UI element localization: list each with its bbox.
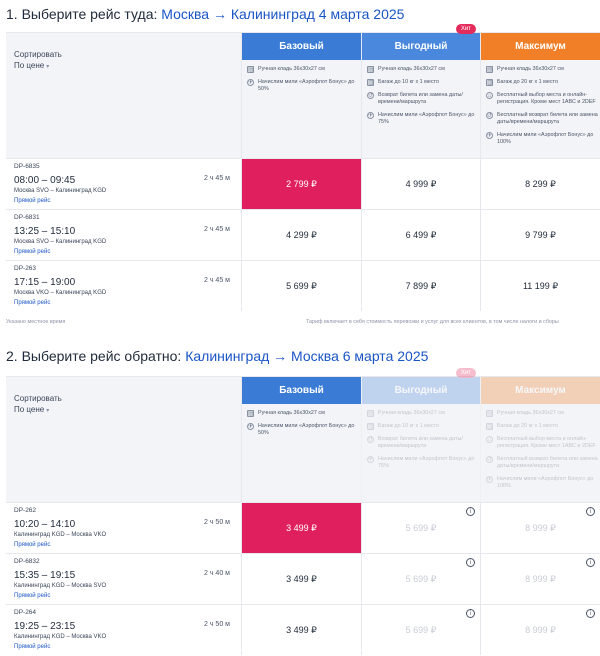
flight-route: Калининград KGD – Москва VKO — [14, 634, 107, 640]
fare-column-profitable[interactable] — [361, 26, 480, 159]
feature-item — [367, 456, 480, 470]
price-cell-profitable[interactable] — [361, 503, 480, 553]
flight-code: DP-6831 — [14, 214, 40, 221]
hand-luggage-icon: ▤ — [487, 67, 493, 73]
feature-text: Начислим мили «Аэрофлот Бонус» до 100% — [497, 132, 594, 145]
direct-flight-link[interactable]: Прямой рейс — [14, 593, 51, 599]
fare-column-basic[interactable] — [241, 377, 361, 503]
feature-item — [367, 112, 480, 126]
feature-item — [486, 66, 600, 73]
sort-label: Сортировать — [14, 50, 62, 59]
flight-code: DP-264 — [14, 609, 37, 616]
feature-text: Багаж до 10 кг x 1 место — [378, 79, 439, 85]
outbound-route-link[interactable]: Москва → Калининград 4 марта 2025 — [161, 6, 405, 22]
price-cell-maximum[interactable] — [480, 503, 600, 553]
sort-control[interactable] — [14, 49, 62, 73]
fare-column-profitable — [361, 370, 480, 503]
direct-flight-link[interactable]: Прямой рейс — [14, 644, 51, 650]
price-cell-basic[interactable]: 2 799 ₽ — [241, 159, 361, 209]
feature-text: Ручная кладь 36x30x27 см — [497, 66, 564, 72]
return-title — [6, 348, 428, 364]
price-value: 8 999 ₽ — [525, 522, 556, 533]
direct-flight-link[interactable]: Прямой рейс — [14, 198, 51, 204]
flight-time: 10:20 – 14:10 — [14, 519, 76, 530]
feature-text: Начислим мили «Аэрофлот Бонус» до 75% — [378, 456, 475, 469]
hand-luggage-icon: ▤ — [368, 411, 374, 417]
flight-duration: 2 ч 40 м — [204, 570, 230, 577]
feature-text: Начислим мили «Аэрофлот Бонус» до 50% — [258, 79, 355, 92]
hand-luggage-icon: ▤ — [248, 411, 254, 417]
feature-text: Ручная кладь 36x30x27 см — [258, 410, 325, 416]
hand-luggage-icon: ▤ — [368, 67, 374, 73]
feature-text: Бесплатный выбор места и онлайн-регистрация. Кроме мест 1ABC и 2DEF — [497, 92, 596, 105]
price-value: 8 999 ₽ — [525, 573, 556, 584]
flight-route: Москва SVO – Калининград KGD — [14, 188, 107, 194]
price-value: 8 999 ₽ — [525, 624, 556, 635]
flight-route: Калининград KGD – Москва VKO — [14, 532, 107, 538]
price-value: 5 699 ₽ — [405, 522, 437, 533]
feature-item — [247, 423, 361, 437]
feature-text: Багаж до 10 кг x 1 место — [378, 423, 439, 429]
price-cell-profitable[interactable] — [361, 554, 480, 604]
bonus-miles-icon: ✈ — [248, 80, 254, 86]
hand-luggage-icon: ▤ — [487, 411, 493, 417]
feature-item — [486, 79, 600, 86]
feature-item — [486, 132, 600, 146]
fare-column-basic[interactable] — [241, 33, 361, 159]
price-cell-maximum[interactable]: 8 299 ₽ — [480, 159, 600, 209]
price-cell-profitable[interactable]: 7 899 ₽ — [361, 261, 480, 311]
refund-icon: ↺ — [368, 437, 374, 443]
fare-name: Максимум — [481, 33, 600, 60]
feature-item — [367, 436, 480, 450]
feature-item — [486, 476, 600, 490]
bonus-miles-icon: ✈ — [248, 424, 254, 430]
feature-item — [486, 410, 600, 417]
flight-code: DP-262 — [14, 507, 37, 514]
feature-item — [247, 410, 361, 417]
flight-row — [6, 158, 600, 209]
return-route-link[interactable]: Калининград → Москва 6 марта 2025 — [185, 348, 429, 364]
info-icon[interactable]: i — [466, 507, 475, 516]
feature-item — [367, 423, 480, 430]
return-fare-table — [6, 370, 600, 655]
flight-route: Москва SVO – Калининград KGD — [14, 239, 107, 245]
baggage-icon: ▥ — [487, 424, 493, 430]
fare-name: Выгодный — [362, 377, 480, 404]
fare-column-maximum[interactable] — [480, 33, 600, 159]
outbound-title — [6, 6, 404, 22]
flight-duration: 2 ч 45 м — [204, 175, 230, 182]
feature-text: Возврат билета или замена даты/времени/маршрута — [378, 436, 463, 449]
flight-duration: 2 ч 50 м — [204, 519, 230, 526]
flight-route: Москва VKO – Калининград KGD — [14, 290, 107, 296]
feature-item — [486, 423, 600, 430]
price-value: 5 699 ₽ — [405, 624, 437, 635]
flight-row — [6, 209, 600, 260]
feature-text: Бесплатный возврат билета или замена даты/времени/маршрута — [497, 112, 598, 125]
fare-name: Базовый — [242, 377, 361, 404]
direct-flight-link[interactable]: Прямой рейс — [14, 249, 51, 255]
feature-item — [367, 410, 480, 417]
feature-item — [367, 79, 480, 86]
flight-code: DP-6835 — [14, 163, 40, 170]
return-fare-header — [6, 370, 600, 502]
flight-row — [6, 604, 600, 655]
price-cell-basic[interactable]: 3 499 ₽ — [241, 605, 361, 655]
info-icon[interactable]: i — [466, 609, 475, 618]
hit-badge: Хит — [456, 24, 476, 34]
fare-name: Базовый — [242, 33, 361, 60]
flight-duration: 2 ч 50 м — [204, 621, 230, 628]
hand-luggage-icon: ▤ — [248, 67, 254, 73]
bonus-miles-icon: ✈ — [487, 477, 493, 483]
fare-column-maximum — [480, 377, 600, 503]
flight-row — [6, 502, 600, 553]
feature-item — [486, 436, 600, 450]
flight-time: 19:25 – 23:15 — [14, 621, 76, 632]
refund-icon: ↺ — [368, 93, 374, 99]
sort-label: Сортировать — [14, 394, 62, 403]
info-icon[interactable]: i — [466, 558, 475, 567]
feature-text: Ручная кладь 36x30x27 см — [378, 410, 445, 416]
price-cell-profitable[interactable] — [361, 605, 480, 655]
price-cell-basic[interactable]: 3 499 ₽ — [241, 503, 361, 553]
flight-code: DP-6832 — [14, 558, 40, 565]
feature-item — [486, 456, 600, 470]
price-cell-maximum[interactable]: 9 799 ₽ — [480, 210, 600, 260]
fare-name: Максимум — [481, 377, 600, 404]
feature-text: Ручная кладь 36x30x27 см — [258, 66, 325, 72]
feature-text: Бесплатный возврат билета или замена даты/времени/маршрута — [497, 456, 598, 469]
price-cell-basic[interactable]: 5 699 ₽ — [241, 261, 361, 311]
price-cell-basic[interactable]: 4 299 ₽ — [241, 210, 361, 260]
price-cell-maximum[interactable] — [480, 554, 600, 604]
chevron-down-icon: ▾ — [46, 64, 50, 70]
tariff-note: Тариф включает в себя стоимость перевозки и услуг для всех клиентов, в том числе налоги и сборы — [306, 319, 559, 325]
local-time-note: Указано местное время — [6, 319, 66, 325]
price-value: 5 699 ₽ — [405, 573, 437, 584]
outbound-title-prefix: 1. Выберите рейс туда: — [6, 6, 158, 22]
feature-text: Багаж до 20 кг x 1 место — [497, 423, 558, 429]
flight-time: 15:35 – 19:15 — [14, 570, 76, 581]
flight-row — [6, 260, 600, 311]
bonus-miles-icon: ✈ — [487, 133, 493, 139]
feature-item — [367, 66, 480, 73]
feature-text: Ручная кладь 36x30x27 см — [497, 410, 564, 416]
fare-name: Выгодный — [362, 33, 480, 60]
baggage-icon: ▥ — [487, 80, 493, 86]
info-icon[interactable]: i — [586, 609, 595, 618]
flight-route: Калининград KGD – Москва SVO — [14, 583, 107, 589]
price-cell-profitable[interactable]: 6 499 ₽ — [361, 210, 480, 260]
feature-text: Возврат билета или замена даты/времени/маршрута — [378, 92, 463, 105]
refund-icon: ↺ — [487, 113, 493, 119]
sort-value: По цене — [14, 61, 45, 70]
direct-flight-link[interactable]: Прямой рейс — [14, 542, 51, 548]
flight-code: DP-263 — [14, 265, 37, 272]
flight-row — [6, 553, 600, 604]
flight-duration: 2 ч 45 м — [204, 277, 230, 284]
flight-duration: 2 ч 45 м — [204, 226, 230, 233]
info-icon[interactable]: i — [586, 558, 595, 567]
feature-item — [486, 112, 600, 126]
flight-time: 13:25 – 15:10 — [14, 226, 76, 237]
direct-flight-link[interactable]: Прямой рейс — [14, 300, 51, 306]
refund-icon: ↺ — [487, 457, 493, 463]
feature-text: Бесплатный выбор места и онлайн-регистрация. Кроме мест 1ABC и 2DEF — [497, 436, 596, 449]
info-icon[interactable]: i — [586, 507, 595, 516]
feature-item — [247, 66, 361, 73]
feature-text: Ручная кладь 36x30x27 см — [378, 66, 445, 72]
outbound-fare-header — [6, 26, 600, 158]
feature-text: Багаж до 20 кг x 1 место — [497, 79, 558, 85]
bonus-miles-icon: ✈ — [368, 113, 374, 119]
feature-text: Начислим мили «Аэрофлот Бонус» до 75% — [378, 112, 475, 125]
feature-item — [367, 92, 480, 106]
feature-text: Начислим мили «Аэрофлот Бонус» до 100% — [497, 476, 594, 489]
sort-value: По цене — [14, 405, 45, 414]
sort-control[interactable] — [14, 393, 62, 417]
feature-item — [486, 92, 600, 106]
price-cell-basic[interactable]: 3 499 ₽ — [241, 554, 361, 604]
seat-icon: ⌂ — [487, 437, 492, 443]
bonus-miles-icon: ✈ — [368, 457, 374, 463]
chevron-down-icon: ▾ — [46, 408, 50, 414]
hit-badge: Хит — [456, 368, 476, 378]
feature-text: Начислим мили «Аэрофлот Бонус» до 50% — [258, 423, 355, 436]
baggage-icon: ▥ — [368, 424, 374, 430]
outbound-fare-table — [6, 26, 600, 311]
flight-time: 08:00 – 09:45 — [14, 175, 76, 186]
price-cell-maximum[interactable] — [480, 605, 600, 655]
price-cell-maximum[interactable]: 11 199 ₽ — [480, 261, 600, 311]
flight-time: 17:15 – 19:00 — [14, 277, 76, 288]
seat-icon: ⌂ — [487, 93, 492, 99]
return-title-prefix: 2. Выберите рейс обратно: — [6, 348, 182, 364]
feature-item — [247, 79, 361, 93]
price-cell-profitable[interactable]: 4 999 ₽ — [361, 159, 480, 209]
baggage-icon: ▥ — [368, 80, 374, 86]
